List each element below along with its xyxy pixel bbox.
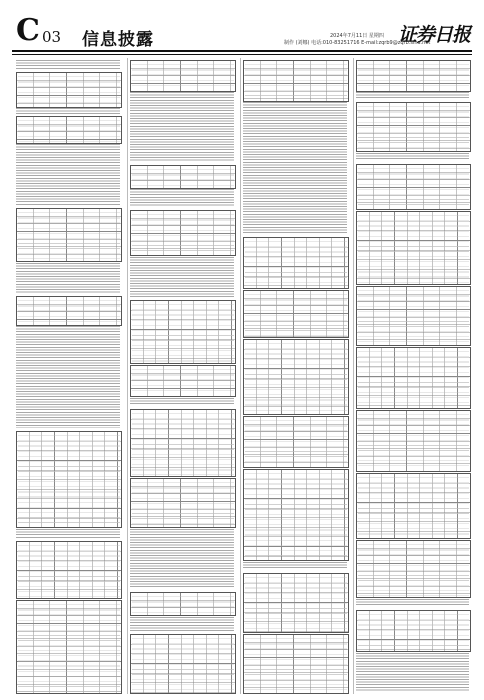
table-block	[356, 540, 471, 598]
text-block	[16, 144, 120, 206]
text-block	[130, 617, 234, 631]
page-number: 03	[42, 28, 62, 46]
paper-logo: 证券日报	[397, 24, 470, 46]
editor-line: 制作 (刘娜) 电话:010-83251716 E-mail:zqrb9@zqrb.sina.net	[284, 40, 431, 46]
table-block	[356, 347, 471, 409]
text-block	[16, 60, 120, 70]
table-block	[356, 610, 471, 652]
text-block	[16, 108, 120, 114]
table-block	[130, 634, 236, 694]
table-block	[243, 290, 349, 338]
table-block	[356, 410, 471, 472]
text-block	[16, 263, 120, 293]
table-block	[356, 60, 471, 92]
table-block	[243, 634, 349, 694]
table-block	[243, 573, 349, 633]
column-4	[353, 58, 471, 694]
table-block	[356, 473, 471, 539]
text-block	[356, 92, 469, 100]
text-block	[243, 102, 347, 234]
table-block	[16, 208, 122, 262]
date-line: 2024年7月11日 星期四	[330, 33, 384, 39]
text-block	[130, 189, 234, 207]
table-block	[243, 469, 349, 561]
text-block	[130, 398, 234, 406]
masthead-rule-thick	[12, 50, 472, 52]
table-block	[356, 164, 471, 210]
table-block	[16, 72, 122, 108]
text-block	[243, 562, 347, 570]
masthead-rule-thin	[12, 54, 472, 55]
text-block	[356, 653, 469, 692]
table-block	[130, 478, 236, 528]
table-block	[243, 60, 349, 102]
table-block	[356, 211, 471, 285]
table-block	[130, 409, 236, 477]
table-block	[356, 102, 471, 152]
table-block	[16, 116, 122, 144]
table-block	[243, 416, 349, 468]
column-3	[240, 58, 349, 694]
table-block	[243, 237, 349, 289]
table-block	[130, 300, 236, 364]
table-block	[16, 600, 122, 694]
text-block	[16, 529, 120, 539]
table-block	[130, 60, 236, 92]
text-block	[356, 599, 469, 607]
text-block	[130, 529, 234, 589]
table-block	[16, 296, 122, 326]
column-1	[14, 58, 122, 694]
table-block	[16, 431, 122, 528]
section-letter: C	[16, 13, 40, 48]
text-block	[130, 257, 234, 297]
text-block	[16, 326, 120, 428]
text-block	[130, 92, 234, 162]
table-block	[243, 339, 349, 415]
table-block	[130, 210, 236, 256]
text-block	[356, 153, 469, 161]
table-block	[356, 286, 471, 346]
column-2	[127, 58, 236, 694]
section-title: 信息披露	[82, 30, 154, 50]
masthead	[12, 14, 472, 50]
table-block	[16, 541, 122, 599]
table-block	[130, 365, 236, 397]
table-block	[130, 592, 236, 616]
page-columns	[14, 58, 470, 694]
table-block	[130, 165, 236, 189]
